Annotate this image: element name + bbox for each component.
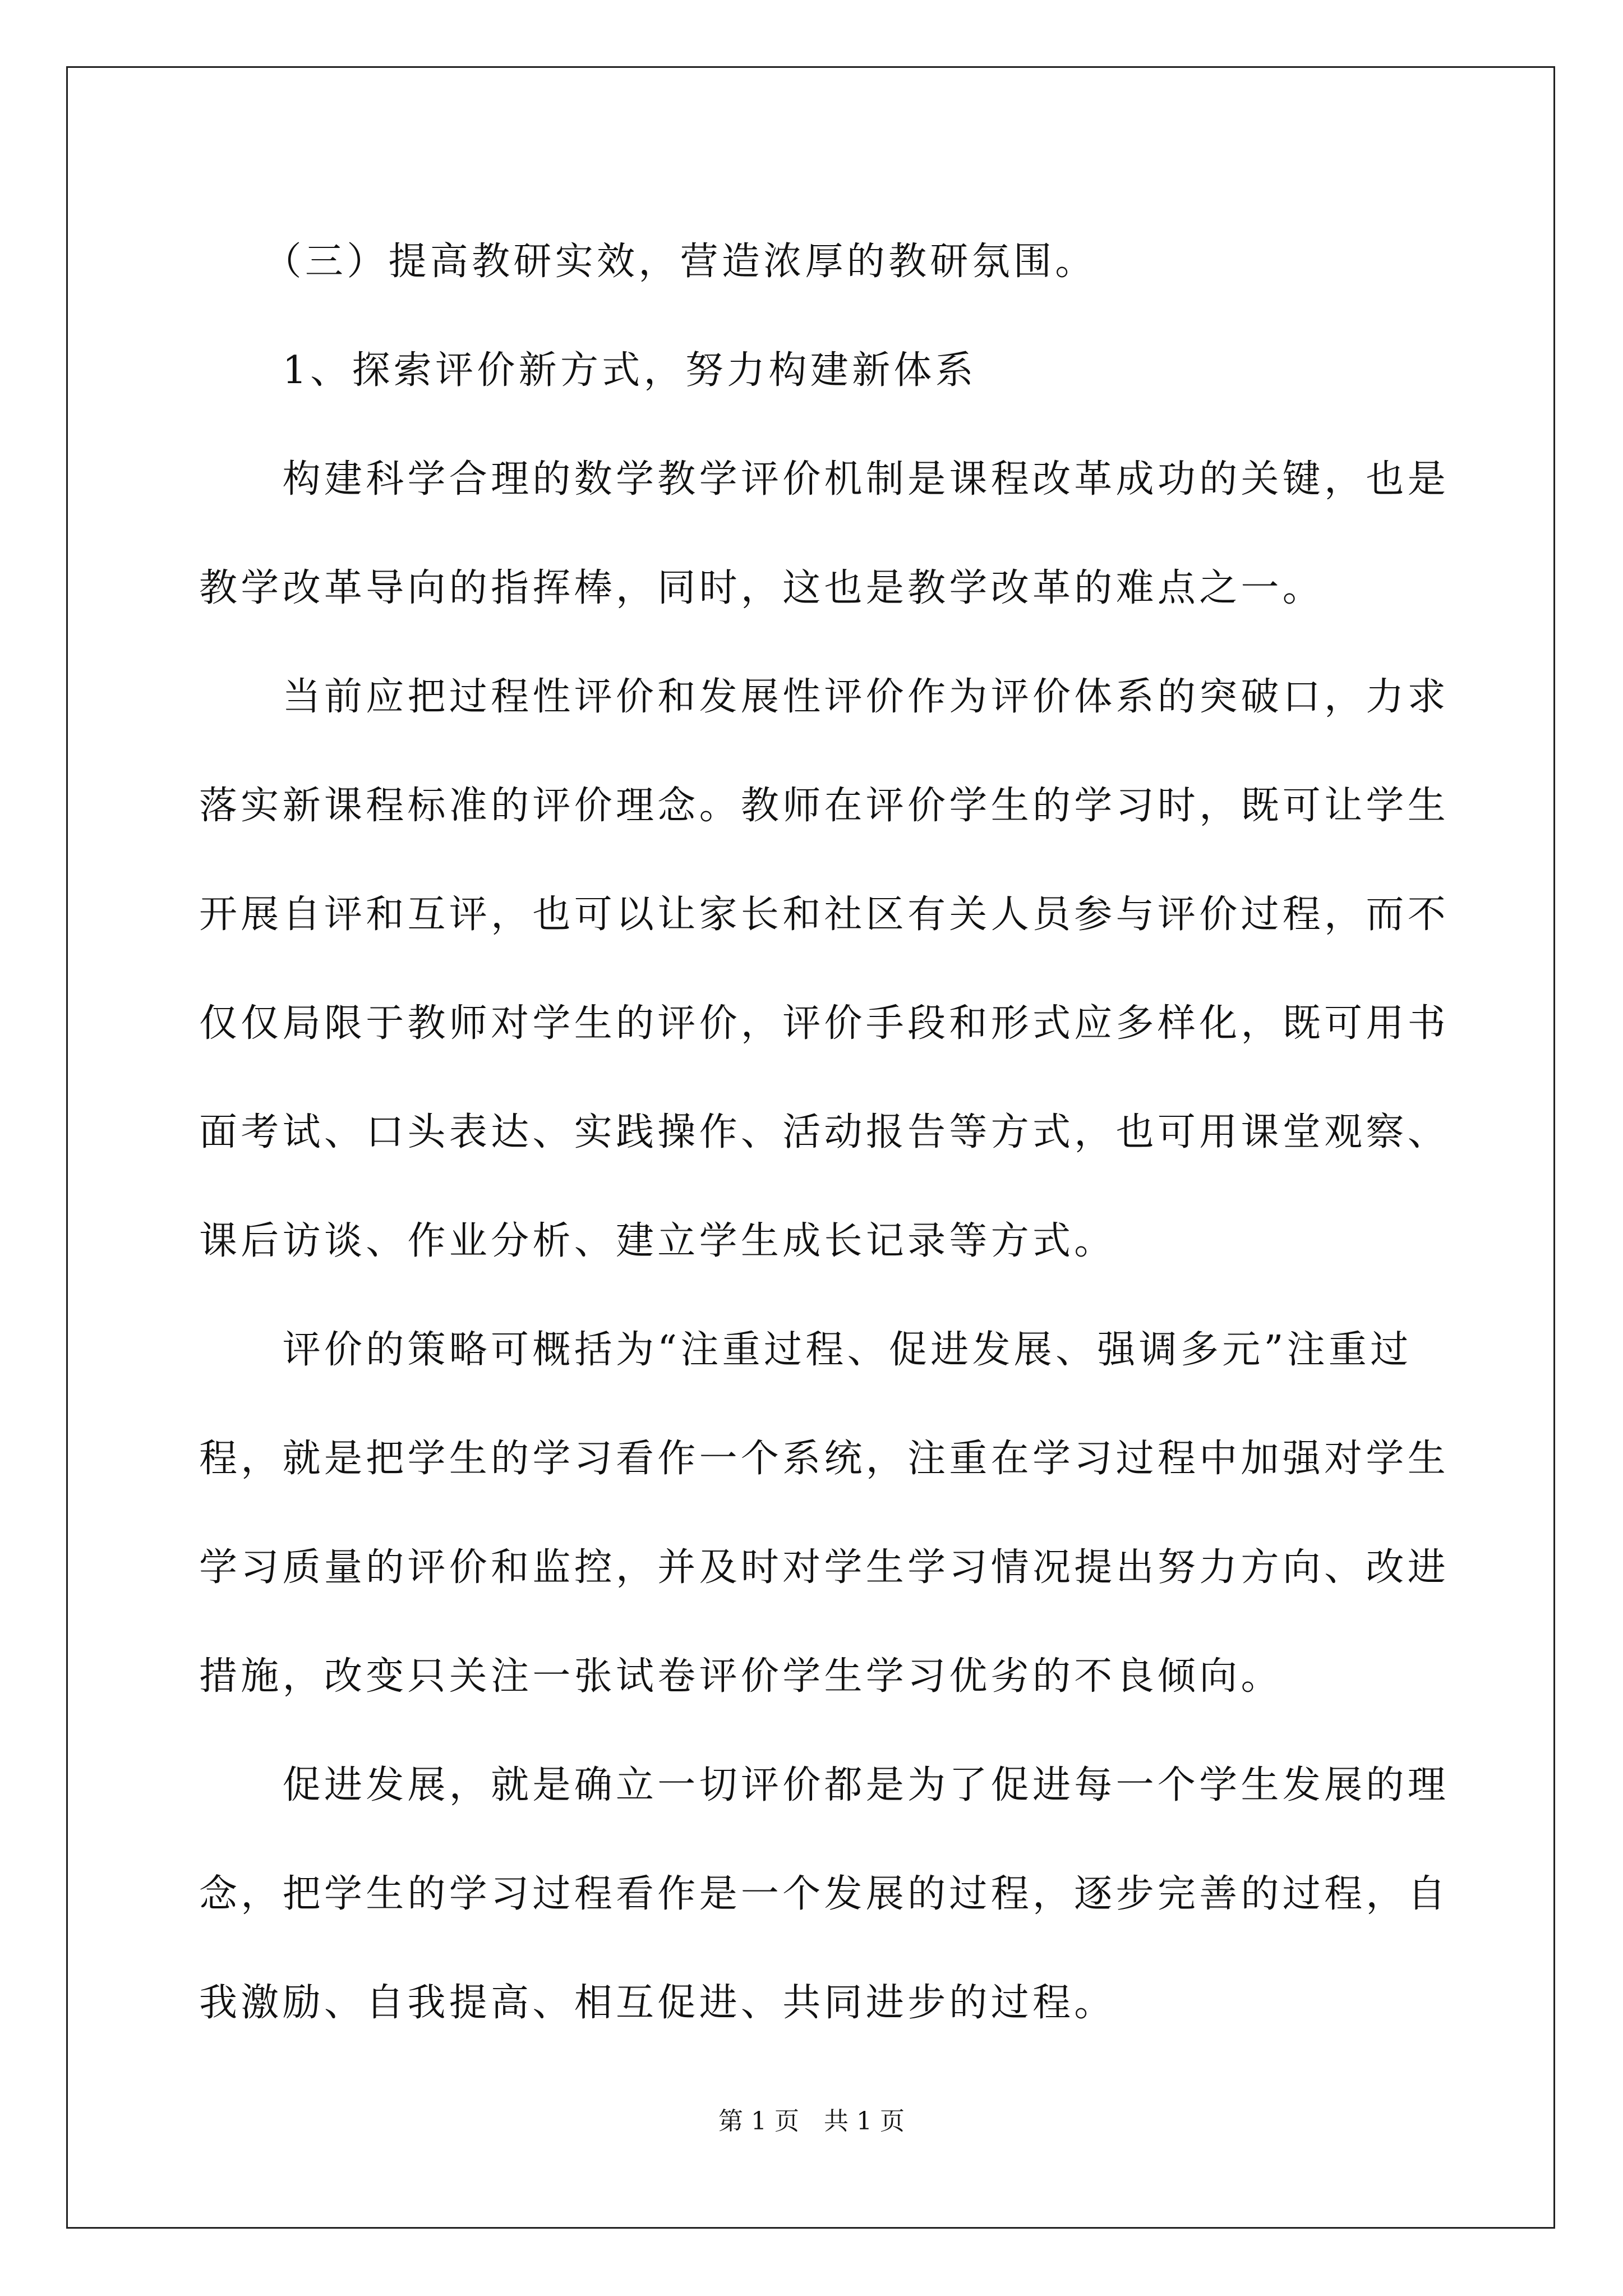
- text-line: 落实新课程标准的评价理念。教师在评价学生的学习时，既可让学生: [199, 784, 1450, 828]
- text-line: 促进发展，就是确立一切评价都是为了促进每一个学生发展的理: [199, 1763, 1450, 1807]
- text-line: 措施，改变只关注一张试卷评价学生学习优劣的不良倾向。: [199, 1654, 1283, 1699]
- document-body: [199, 208, 1450, 2058]
- text-line: 程，就是把学生的学习看作一个系统，注重在学习过程中加强对学生: [199, 1437, 1450, 1481]
- text-line: 面考试、口头表达、实践操作、活动报告等方式，也可用课堂观察、: [199, 1110, 1450, 1154]
- text-line: 仅仅局限于教师对学生的评价，评价手段和形式应多样化，既可用书: [199, 1001, 1450, 1046]
- page-number-footer: 第 1 页 共 1 页: [718, 2107, 905, 2136]
- text-line: 学习质量的评价和监控，并及时对学生学习情况提出努力方向、改进: [199, 1545, 1450, 1590]
- text-line: 评价的策略可概括为“注重过程、促进发展、强调多元”注重过: [199, 1328, 1412, 1372]
- text-line: 1、探索评价新方式，努力构建新体系: [199, 348, 977, 393]
- text-line: 开展自评和互评，也可以让家长和社区有关人员参与评价过程，而不: [199, 892, 1450, 937]
- text-line: 我激励、自我提高、相互促进、共同进步的过程。: [199, 1981, 1116, 2025]
- text-line: 构建科学合理的数学教学评价机制是课程改革成功的关键，也是: [199, 457, 1450, 501]
- text-line: 课后访谈、作业分析、建立学生成长记录等方式。: [199, 1219, 1116, 1263]
- text-line: （三）提高教研实效，营造浓厚的教研氛围。: [199, 240, 1097, 284]
- text-line: 当前应把过程性评价和发展性评价作为评价体系的突破口，力求: [199, 675, 1450, 719]
- text-line: 念，把学生的学习过程看作是一个发展的过程，逐步完善的过程，自: [199, 1872, 1450, 1916]
- text-line: 教学改革导向的指挥棒，同时，这也是教学改革的难点之一。: [199, 566, 1325, 610]
